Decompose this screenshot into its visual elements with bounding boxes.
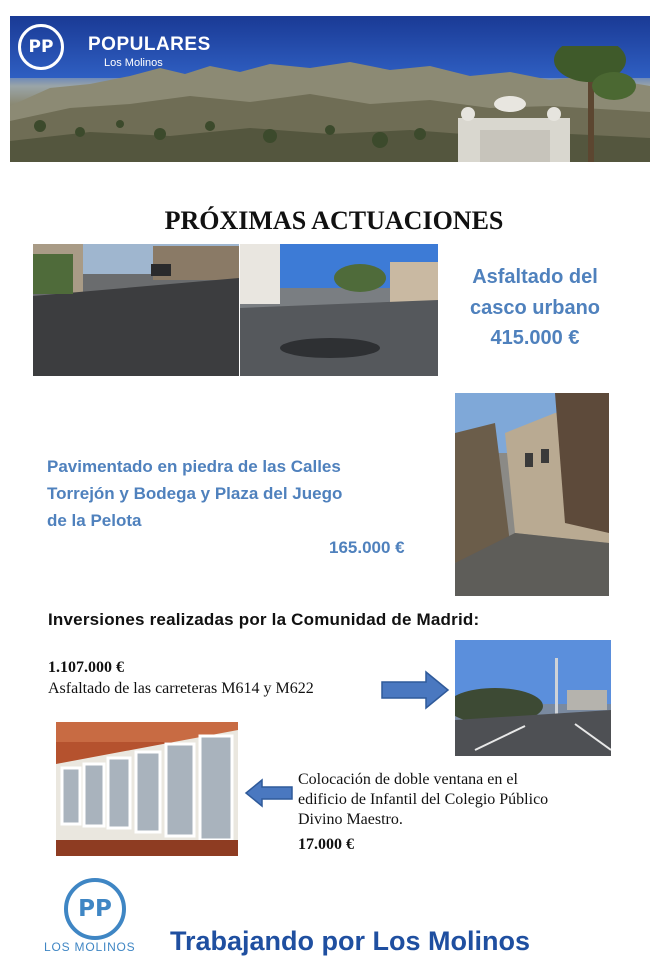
street-photo-2	[240, 244, 438, 376]
arrow-right-icon	[380, 670, 450, 710]
ventana-line1: Colocación de doble ventana en el	[298, 771, 518, 788]
window-photo	[56, 722, 238, 856]
pavimentado-title-line3: de la Pelota	[47, 511, 142, 530]
inversiones-heading: Inversiones realizadas por la Comunidad de Madrid:	[48, 610, 480, 629]
ventana-amount: 17.000 €	[298, 836, 354, 853]
footer-pp-logo-icon: PP	[64, 878, 126, 940]
carreteras-text: Asfaltado de las carreteras M614 y M622	[48, 680, 314, 697]
road-photo	[455, 640, 611, 756]
alley-photo	[455, 393, 609, 596]
carreteras-amount: 1.107.000 €	[48, 659, 124, 676]
footer-slogan: Trabajando por Los Molinos	[170, 926, 531, 956]
asfaltado-amount: 415.000 €	[490, 327, 580, 349]
asfaltado-title-line1: Asfaltado del	[472, 266, 598, 288]
pavimentado-title-line2: Torrejón y Bodega y Plaza del Juego	[47, 484, 343, 503]
street-photo-1	[33, 244, 239, 376]
asfaltado-title-line2: casco urbano	[469, 297, 601, 319]
page-title: PRÓXIMAS ACTUACIONES	[164, 206, 504, 235]
asfaltado-title	[440, 262, 630, 324]
banner-subtitle: Los Molinos	[104, 57, 163, 69]
arrow-left-icon	[244, 778, 294, 808]
header-banner	[10, 16, 650, 162]
banner-title: POPULARES	[88, 34, 211, 55]
ventana-text	[298, 770, 632, 830]
pavimentado-amount: 165.000 €	[329, 538, 405, 557]
pavimentado-title	[47, 453, 447, 534]
ventana-line3: Divino Maestro.	[298, 811, 403, 828]
footer-logo-label: LOS MOLINOS	[44, 940, 136, 954]
pp-logo-icon: PP	[18, 24, 64, 70]
ventana-line2: edificio de Infantil del Colegio Público	[298, 791, 549, 808]
pavimentado-title-line1: Pavimentado en piedra de las Calles	[47, 457, 341, 476]
